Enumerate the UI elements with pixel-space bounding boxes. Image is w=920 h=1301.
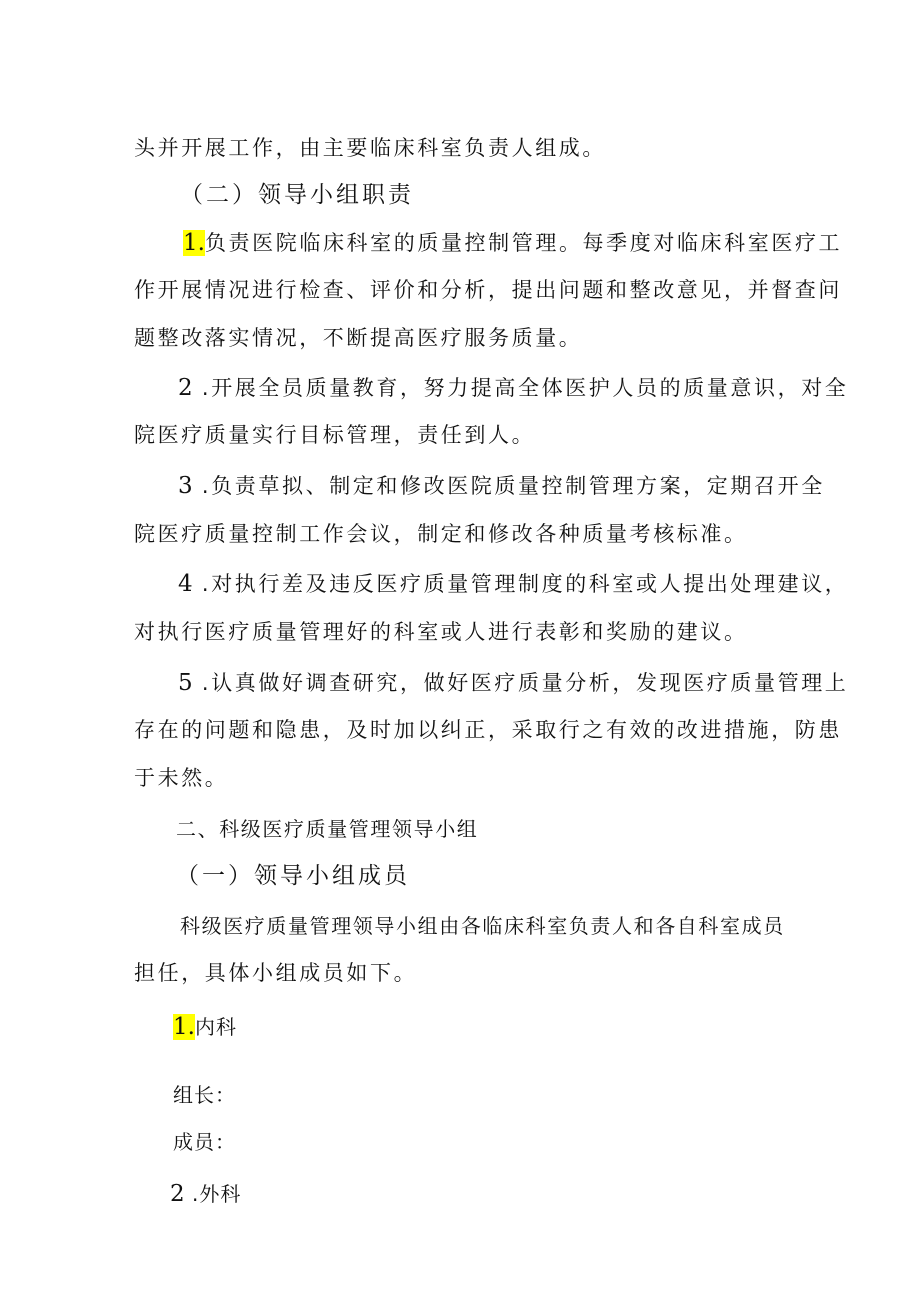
line-text: 科级医疗质量管理领导小组由各临床科室负责人和各自科室成员 [180,914,785,938]
line-text: 组长： [173,1083,236,1107]
subheading-duties [180,180,414,210]
line-text: 担任，具体小组成员如下。 [134,961,418,985]
sub-item-2 [170,1179,241,1209]
highlighted-number: 1. [183,230,205,256]
line-text: 院医疗质量实行目标管理，责任到人。 [134,423,536,447]
text-line [134,275,842,305]
text-line [134,715,842,745]
text-line [134,420,535,450]
text-line [134,133,606,163]
item-number: 2 [178,375,193,401]
item-number: 3 [178,473,193,499]
member-label [173,1127,236,1157]
list-item-4 [178,569,848,599]
heading-text: （二）领导小组职责 [180,182,414,208]
sub-item-1 [173,1012,237,1042]
line-text: 负责医院临床科室的质量控制管理。每季度对临床科室医疗工 [204,231,843,255]
item-number: 2 [170,1181,185,1207]
item-number: 4 [178,571,193,597]
item-number: 5 [178,670,193,696]
heading-text: （一）领导小组成员 [176,863,410,889]
line-text: 作开展情况进行检查、评价和分析，提出问题和整改意见，并督查问 [134,278,842,302]
section-heading-2 [176,814,478,844]
heading-text: 二、科级医疗质量管理领导小组 [176,817,479,841]
subheading-members [176,861,410,891]
line-text: 院医疗质量控制工作会议，制定和修改各种质量考核标准。 [134,522,748,546]
leader-label [173,1080,236,1110]
highlighted-number: 1. [173,1014,195,1040]
line-text: 内科 [194,1015,237,1039]
list-item-5 [178,668,848,698]
line-text: 题整改落实情况，不断提高医疗服务质量。 [134,326,583,350]
text-line [134,519,748,549]
line-text: 对执行医疗质量管理好的科室或人进行表彰和奖励的建议。 [134,620,748,644]
list-item-1 [183,228,842,258]
list-item-2 [178,373,848,403]
line-text: 存在的问题和隐患，及时加以纠正，采取行之有效的改进措施，防患 [134,718,842,742]
line-text: .对执行差及违反医疗质量管理制度的科室或人提出处理建议， [192,572,849,596]
line-text: .负责草拟、制定和修改医院质量控制管理方案，定期召开全 [192,474,825,498]
text-line [180,911,785,941]
text-line [134,763,228,793]
text-line [134,958,417,988]
line-text: .开展全员质量教育，努力提高全体医护人员的质量意识，对全 [192,376,849,400]
list-item-3 [178,471,825,501]
line-text: .外科 [184,1182,242,1206]
text-line [134,617,748,647]
line-text: 于未然。 [134,766,229,790]
line-text: 成员： [173,1130,236,1154]
line-text: 头并开展工作，由主要临床科室负责人组成。 [134,136,606,160]
text-line [134,323,582,353]
line-text: .认真做好调查研究，做好医疗质量分析，发现医疗质量管理上 [192,671,849,695]
